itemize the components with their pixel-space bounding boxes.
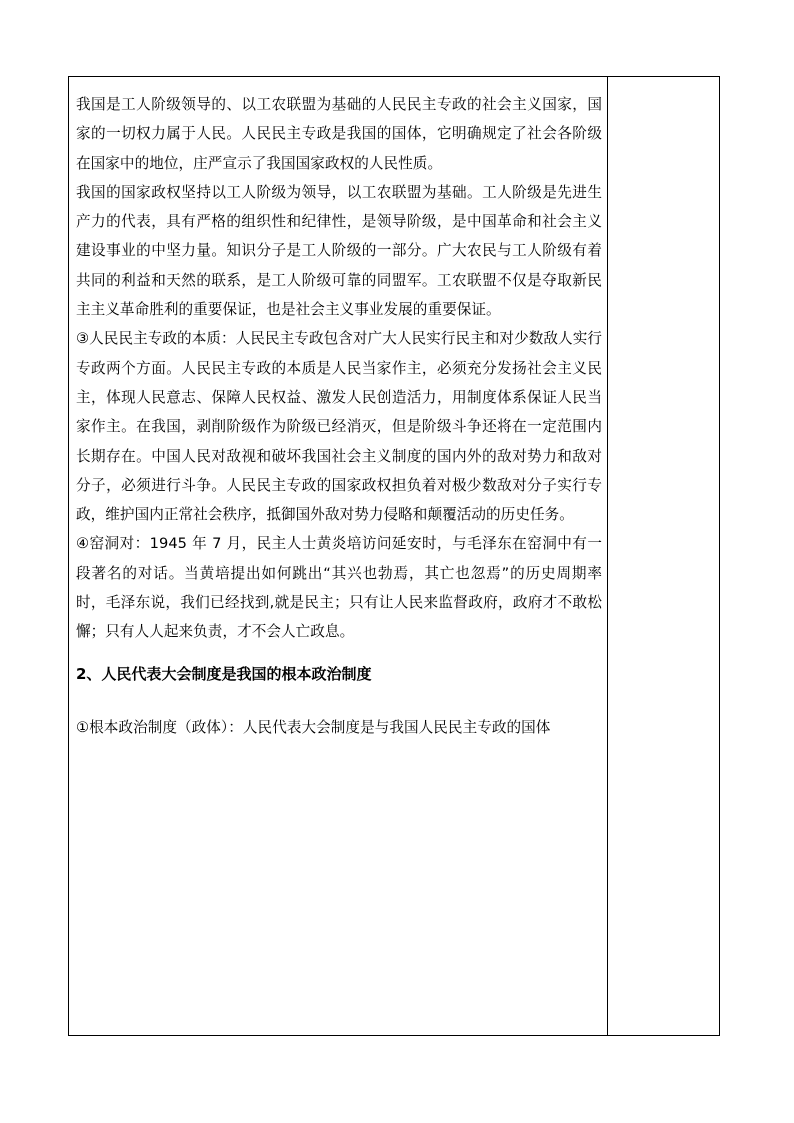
paragraph-state-nature: 我国是工人阶级领导的、以工农联盟为基础的人民民主专政的社会主义国家，国家的一切权力属于人民。人民民主专政是我国的国体，它明确规定了社会各阶级在国家中的地位，庄严宣示了我国国家政权的人民性质。: [76, 96, 602, 172]
document-table: [68, 76, 720, 1036]
main-content-cell: [76, 90, 602, 742]
paragraph-dictatorship-essence: ③人民民主专政的本质：人民民主专政包含对广大人民实行民主和对少数敌人实行专政两个方面。人民民主专政的本质是人民当家作主，必须充分发扬社会主义民主，体现人民意志、保障人民权益、激发人民创造活力，用制度体系保证人民当家作主。在我国，剥削阶级作为阶级已经消灭，但是阶级斗争还将在一定范围内长期存在。中国人民对敌视和破坏我国社会主义制度的国内外的敌对势力和敌对分子，必须进行斗争。人民民主专政的国家政权担负着对极少数敌对分子实行专政，维护国内正常社会秩序，抵御国外敌对势力侵略和颠覆活动的历史任务。: [76, 330, 602, 524]
section-heading: 2、人民代表大会制度是我国的根本政治制度: [76, 664, 372, 683]
notes-cell: [608, 77, 719, 1035]
paragraph-worker-peasant-alliance: 我国的国家政权坚持以工人阶级为领导，以工农联盟为基础。工人阶级是先进生产力的代表，具有严格的组织性和纪律性，是领导阶级，是中国革命和社会主义建设事业的中坚力量。知识分子是工人阶级的一部分。广大农民与工人阶级有着共同的利益和天然的联系，是工人阶级可靠的同盟军。工农联盟不仅是夺取新民主主义革命胜利的重要保证，也是社会主义事业发展的重要保证。: [76, 183, 602, 319]
paragraph-fundamental-system: ①根本政治制度（政体）：人民代表大会制度是与我国人民民主专政的国体: [76, 718, 551, 736]
paragraph-cave-dialogue: ④窑洞对：1945 年 7 月，民主人士黄炎培访问延安时，与毛泽东在窑洞中有一段著名的对话。当黄培提出如何跳出“其兴也勃焉，其亡也忽焉”的历史周期率时，毛泽东说，我们已经找到,就是民主；只有让人民来监督政府，政府才不敢松懈；只有人人起来负责，才不会人亡政息。: [76, 535, 602, 641]
